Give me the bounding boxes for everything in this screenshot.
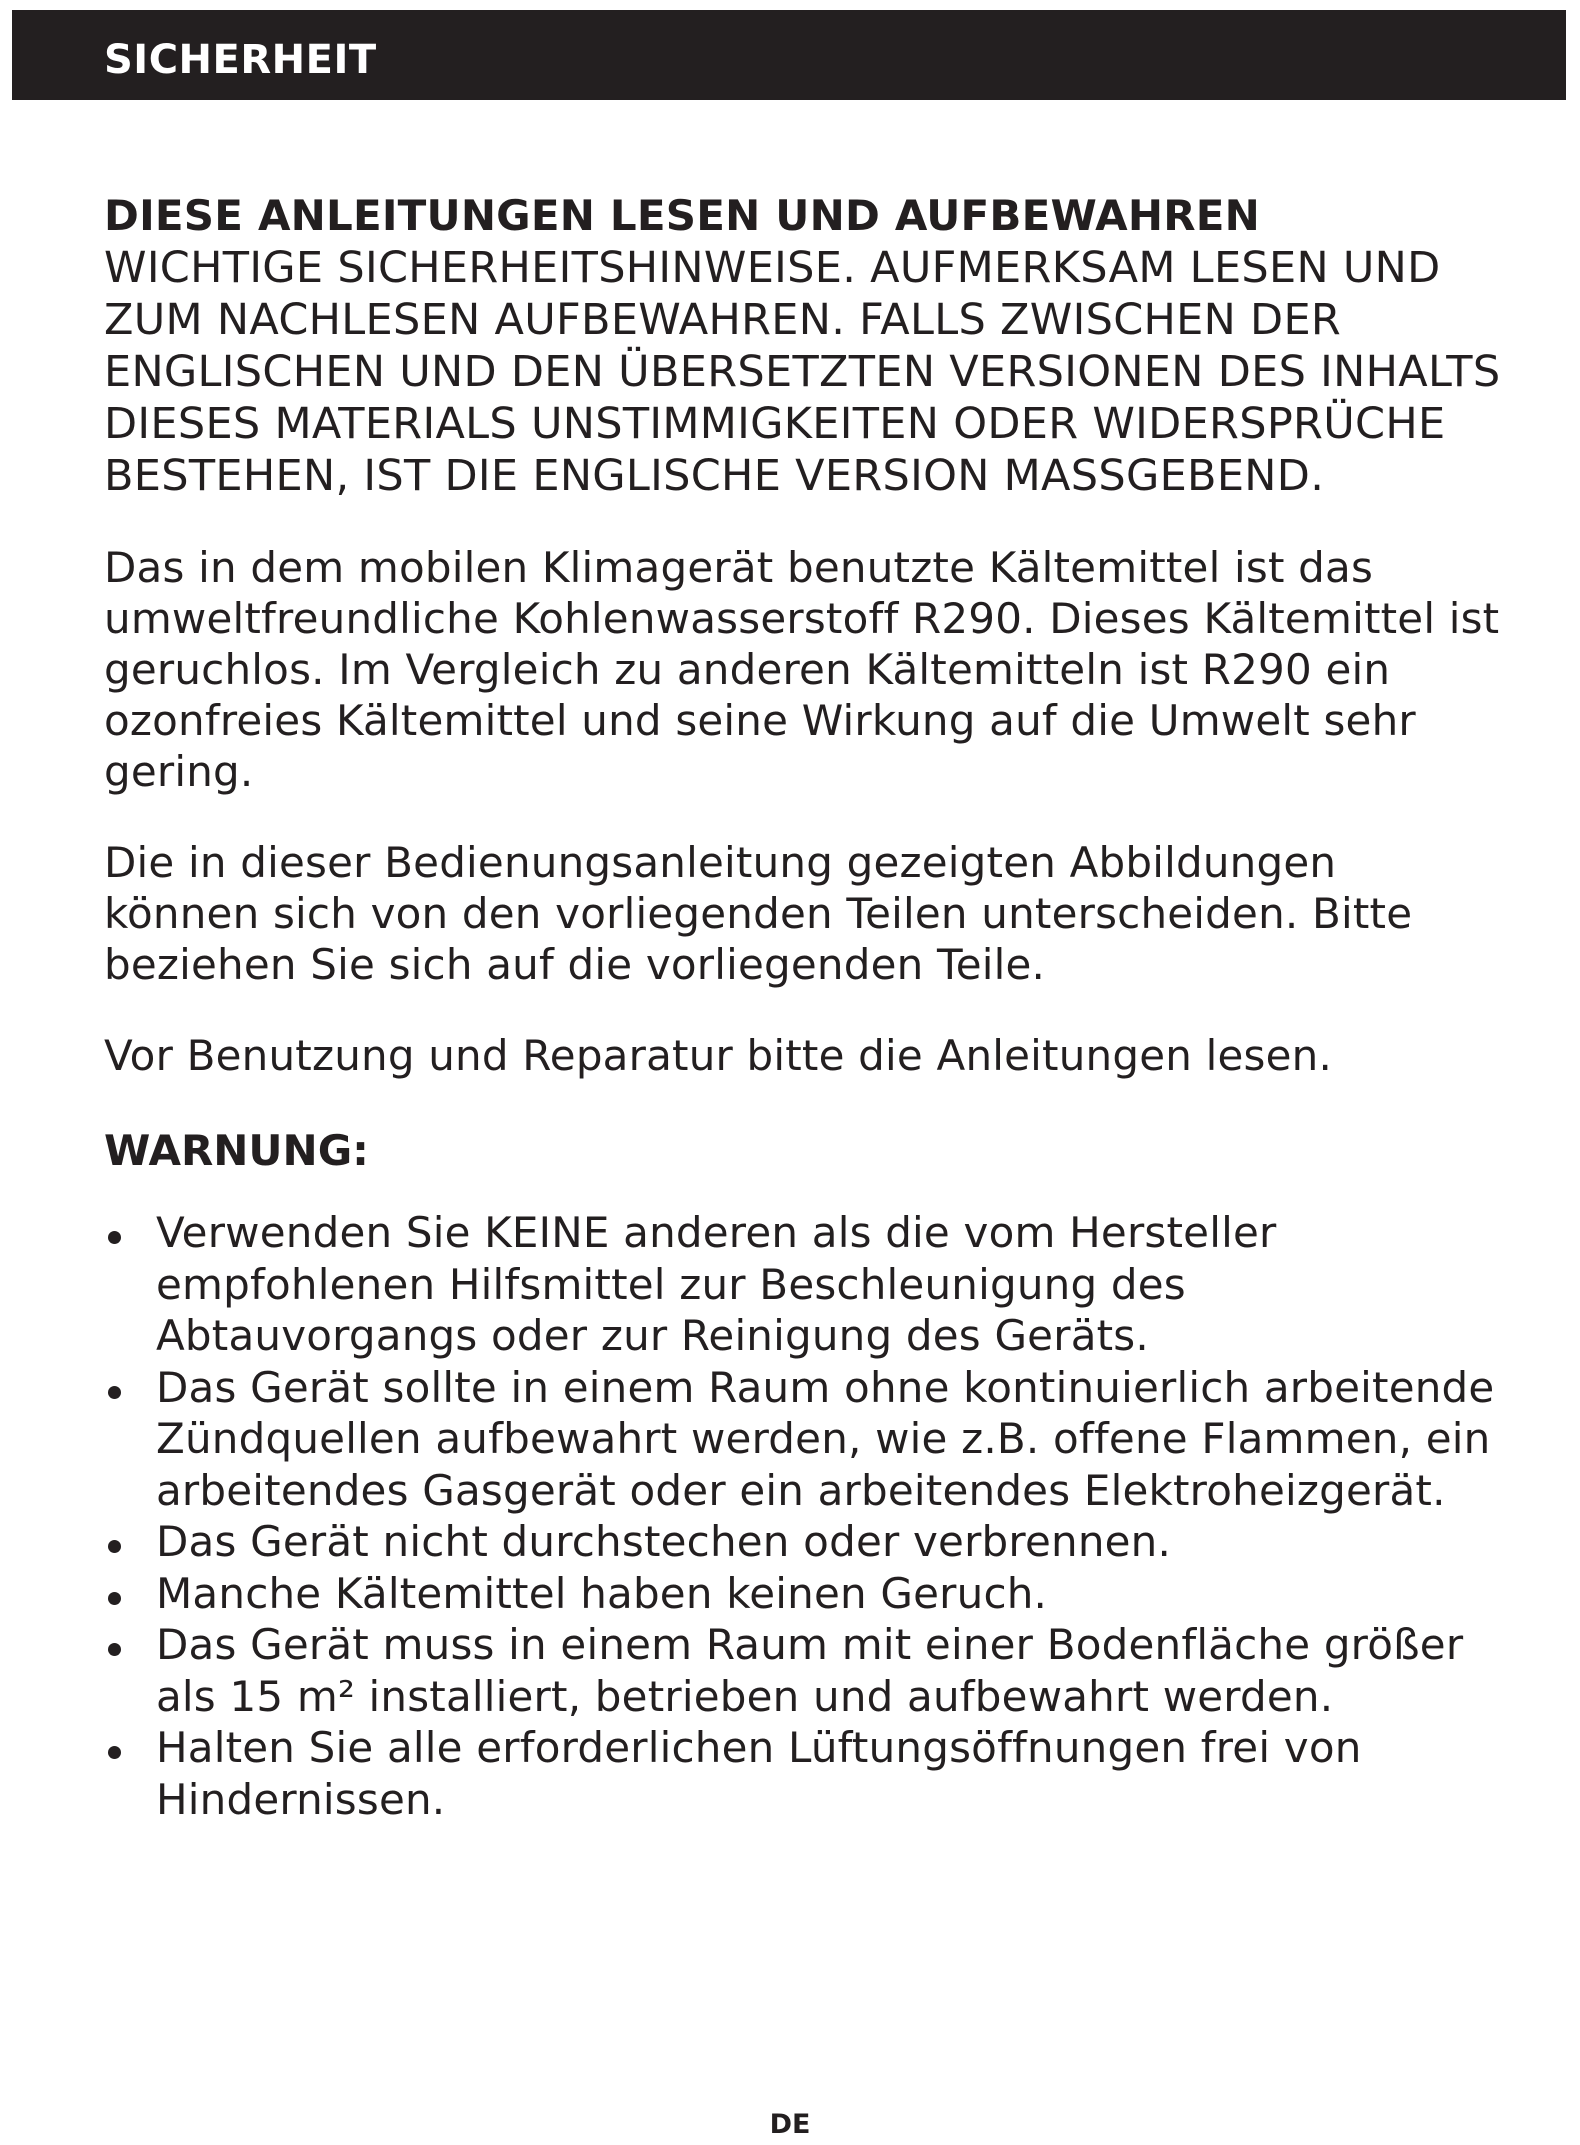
- warning-item: [104, 1568, 1504, 1620]
- document-body: [104, 190, 1504, 1825]
- warning-item: [104, 1207, 1504, 1362]
- paragraph-refrigerant: Das in dem mobilen Klimagerät benutzte Kältemittel ist das umweltfreundliche Kohlenwasserstoff R290. Dieses Kältemittel ist geruchlos. Im Vergleich zu anderen Kältemitteln ist R290 ein ozonfreies Kältemittel und seine Wirkung auf die Umwelt sehr gering.: [104, 543, 1500, 796]
- warning-item-text: Verwenden Sie KEINE anderen als die vom Hersteller empfohlenen Hilfsmittel zur Beschleunigung des Abtauvorgangs oder zur Reinigung des Geräts.: [156, 1208, 1277, 1360]
- bullet-icon: [108, 1231, 121, 1244]
- warning-item: [104, 1516, 1504, 1568]
- page-language-label: DE: [769, 2109, 811, 2140]
- paragraph-illustrations: Die in dieser Bedienungsanleitung gezeigten Abbildungen können sich von den vorliegenden Teilen unterscheiden. Bitte beziehen Sie sich auf die vorliegenden Teile.: [104, 838, 1413, 989]
- warning-item-text: Das Gerät sollte in einem Raum ohne kontinuierlich arbeitende Zündquellen aufbewahrt werden, wie z.B. offene Flammen, ein arbeitendes Gasgerät oder ein arbeitendes Elektroheizgerät.: [156, 1362, 1495, 1515]
- warning-item-text: Das Gerät nicht durchstechen oder verbrennen.: [156, 1517, 1172, 1566]
- warning-item-text: Das Gerät muss in einem Raum mit einer Bodenfläche größer als 15 m² installiert, betrieben und aufbewahrt werden.: [156, 1620, 1464, 1721]
- bullet-icon: [108, 1746, 121, 1759]
- warning-item: [104, 1722, 1504, 1825]
- important-notice-text: WICHTIGE SICHERHEITSHINWEISE. AUFMERKSAM LESEN UND ZUM NACHLESEN AUFBEWAHREN. FALLS ZWISCHEN DER ENGLISCHEN UND DEN ÜBERSETZTEN VERSIONEN DES INHALTS DIESES MATERIALS UNSTIMMIGKEITEN ODER WIDERSPRÜCHE BESTEHEN, IST DIE ENGLISCHE VERSION MASSGEBEND.: [104, 243, 1501, 501]
- section-header-bar: [12, 10, 1566, 100]
- paragraph-read-instructions: Vor Benutzung und Reparatur bitte die Anleitungen lesen.: [104, 1031, 1333, 1080]
- bullet-icon: [108, 1592, 121, 1605]
- warning-list: [104, 1207, 1504, 1825]
- warning-item-text: Halten Sie alle erforderlichen Lüftungsöffnungen frei von Hindernissen.: [156, 1723, 1362, 1824]
- section-title: SICHERHEIT: [104, 37, 377, 83]
- document-heading: DIESE ANLEITUNGEN LESEN UND AUFBEWAHREN: [104, 191, 1261, 240]
- warning-item: [104, 1619, 1504, 1722]
- warning-item: [104, 1362, 1504, 1517]
- warning-item-text: Manche Kältemittel haben keinen Geruch.: [156, 1568, 1048, 1618]
- bullet-icon: [108, 1643, 121, 1656]
- warning-heading: WARNUNG:: [104, 1126, 369, 1175]
- bullet-icon: [108, 1386, 121, 1399]
- bullet-icon: [108, 1540, 121, 1553]
